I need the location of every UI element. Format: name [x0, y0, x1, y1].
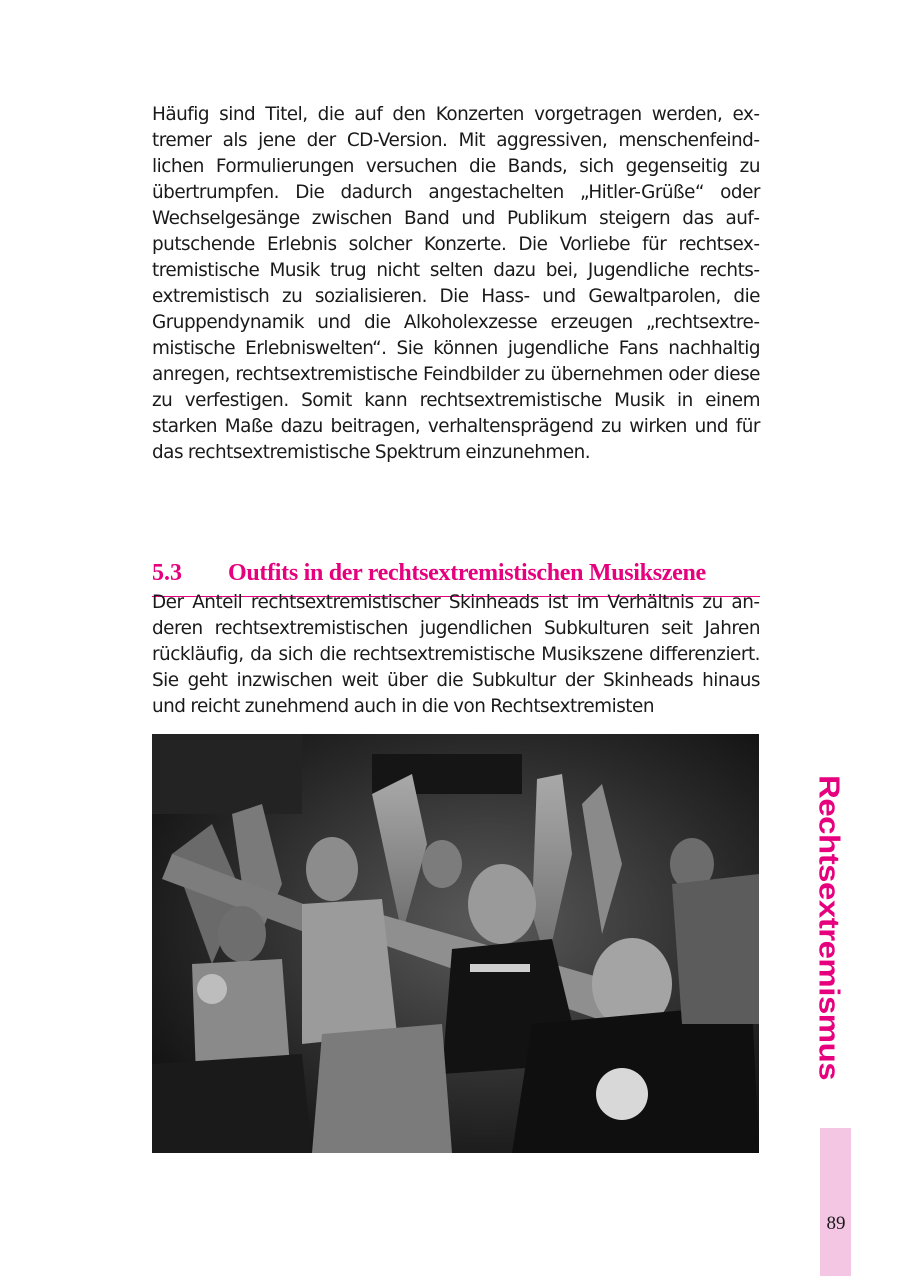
page-number: 89 — [826, 1213, 846, 1234]
chapter-thumb-tab — [820, 1128, 851, 1276]
chapter-side-title — [809, 763, 849, 1093]
body-paragraph-2: Der Anteil rechtsextremistischer Skinheads ist im Verhältnis zu anderen rechtsextremistischen jugendlichen Subkulturen seit Jahren rückläufig, da sich die rechtsextremistische Musikszene differenziert. Sie geht inzwischen weit über die Subkultur der Skinheads hinaus und reicht zunehmend auch in die von Rechtsextremisten — [152, 592, 760, 717]
chapter-side-title-text: Rechtsextremismus — [813, 775, 846, 1081]
section-number: 5.3 — [152, 560, 182, 587]
section-title: Outfits in der rechtsextremistischen Musikszene — [228, 560, 706, 587]
body-paragraph-1: Häufig sind Titel, die auf den Konzerten vorgetragen werden, extremer als jene der CD-Version. Mit aggressiven, menschenfeindlichen Formulierungen versuchen die Bands, sich gegenseitig zu übertrumpfen. Die dadurch angestachelten „Hitler-Grüße“ oder Wechselgesänge zwischen Band und Publikum steigern das aufputschende Erlebnis solcher Konzerte. Die Vorliebe für rechtsextremistische Musik trug nicht selten dazu bei, Jugendliche rechtsextremistisch zu sozialisieren. Die Hass- und Gewaltparolen, die Gruppendynamik und die Alkoholexzesse erzeugen „rechtsextremistische Erlebniswelten“. Sie können jugendliche Fans nachhaltig anregen, rechtsextremistische Feindbilder zu übernehmen oder diese zu verfestigen. Somit kann rechtsextremistische Musik in einem starken Maße dazu beitragen, verhaltensprägend zu wirken und für das rechtsextremistische Spektrum einzunehmen. — [152, 104, 760, 463]
concert-crowd-photo — [152, 734, 759, 1153]
